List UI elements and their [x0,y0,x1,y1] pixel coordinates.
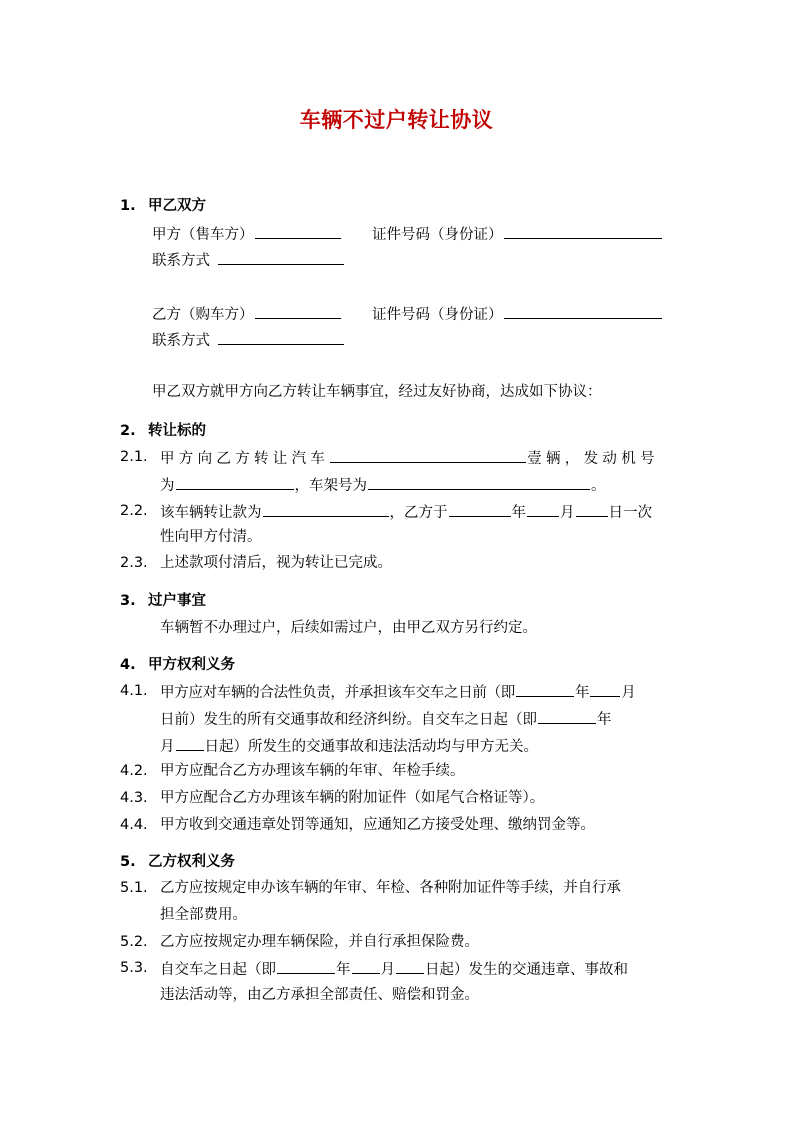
payment-day-blank[interactable] [576,501,608,517]
item-2-1-text-d: ，车架号为 [294,478,367,494]
party-b-contact-blank[interactable] [218,329,344,345]
item-4-4-text: 甲方收到交通违章处罚等通知，应通知乙方接受处理、缴纳罚金等。 [160,817,595,833]
item-5-3-line-2: 违法活动等，由乙方承担全部责任、赔偿和罚金。 [160,987,479,1003]
item-4-4-number: 4.4. [120,817,148,833]
document-title: 车辆不过户转让协议 [299,108,494,132]
item-4-1-text-f: 月 [160,739,175,755]
vin-blank[interactable] [368,474,590,490]
item-5-1-line-1: 乙方应按规定申办该车辆的年审、年检、各种附加证件等手续，并自行承 [160,880,621,896]
item-2-1-line-1 [160,447,659,469]
item-5-3-text-c: 月 [380,962,395,978]
section-4-number: 4. [120,657,136,673]
item-4-3-text: 甲方应配合乙方办理该车辆的附加证件（如尾气合格证等）。 [160,790,545,806]
item-5-1-number: 5.1. [120,880,148,896]
liability-day-blank[interactable] [396,958,424,974]
item-4-3-number: 4.3. [120,790,148,806]
payment-year-blank[interactable] [449,501,511,517]
party-b-contact-row [152,329,345,351]
party-a-contact-blank[interactable] [218,249,344,265]
item-2-1-line-2 [160,474,606,496]
item-5-3-text-a: 自交车之日起（即 [160,962,276,978]
party-a-blank[interactable] [255,223,341,239]
liability-year-blank[interactable] [277,958,335,974]
party-a-row [152,223,342,245]
item-5-1-line-2: 担全部费用。 [160,907,247,923]
party-a-contact-label: 联系方式 [152,253,210,269]
party-a-label: 甲方（售车方） [152,227,254,243]
item-4-1-text-b: 年 [575,685,590,701]
handover-month-blank-2[interactable] [176,735,204,751]
payment-month-blank[interactable] [527,501,559,517]
item-2-2-text-a: 该车辆转让款为 [160,505,262,521]
handover-year-blank-1[interactable] [516,681,574,697]
item-4-1-text-c: 月 [621,685,636,701]
section-3-number: 3. [120,593,136,609]
item-2-2-text-d: 月 [560,505,575,521]
agreement-intro: 甲乙双方就甲方向乙方转让车辆事宜，经过友好协商，达成如下协议： [152,384,602,400]
party-b-label: 乙方（购车方） [152,307,254,323]
party-b-row [152,303,342,325]
item-4-1-line-1 [160,681,635,703]
price-blank[interactable] [263,501,389,517]
section-1-number: 1. [120,198,136,214]
liability-month-blank[interactable] [352,958,380,974]
item-2-1-text-e: 。 [591,478,606,494]
item-2-2-text-c: 年 [511,505,526,521]
party-b-id-row [372,303,663,325]
section-4-heading: 甲方权利义务 [148,657,235,673]
item-5-2-text: 乙方应按规定办理车辆保险，并自行承担保险费。 [160,934,479,950]
item-4-1-text-d: 日前）发生的所有交通事故和经济纠纷。自交车之日起（即 [160,712,537,728]
section-1-heading: 甲乙双方 [148,198,206,214]
engine-number-blank[interactable] [176,474,294,490]
item-2-1-text-a: 甲方向乙方转让汽车 [160,451,330,467]
party-a-id-label: 证件号码（身份证） [372,227,503,243]
party-a-id-blank[interactable] [504,223,662,239]
item-4-2-number: 4.2. [120,763,148,779]
item-2-1-number: 2.1. [120,449,148,465]
section-5-number: 5. [120,854,136,870]
item-5-3-text-d: 日起）发生的交通违章、事故和 [425,962,628,978]
item-4-2-text: 甲方应配合乙方办理该车辆的年审、年检手续。 [160,763,465,779]
handover-year-blank-2[interactable] [538,708,596,724]
item-2-2-line-1 [160,501,652,523]
item-4-1-number: 4.1. [120,683,148,699]
item-2-3-number: 2.3. [120,555,148,571]
party-b-blank[interactable] [255,303,341,319]
item-2-1-text-b: 壹辆，发动机号 [527,451,659,467]
handover-month-blank-1[interactable] [590,681,620,697]
section-2-heading: 转让标的 [148,423,206,439]
item-2-2-text-e: 日一次 [608,505,652,521]
section-2-number: 2. [120,423,136,439]
party-b-contact-label: 联系方式 [152,333,210,349]
section-3-heading: 过户事宜 [148,593,206,609]
item-5-3-line-1 [160,958,628,980]
party-a-contact-row [152,249,345,271]
section-3-text: 车辆暂不办理过户，后续如需过户，由甲乙双方另行约定。 [160,620,537,636]
item-2-3-text: 上述款项付清后，视为转让已完成。 [160,555,392,571]
item-2-2-text-b: ，乙方于 [389,505,448,521]
item-4-1-text-e: 年 [597,712,612,728]
party-b-id-blank[interactable] [504,303,662,319]
section-5-heading: 乙方权利义务 [148,854,235,870]
item-5-2-number: 5.2. [120,934,148,950]
item-4-1-line-2 [160,708,612,730]
item-5-3-text-b: 年 [336,962,351,978]
item-5-3-number: 5.3. [120,960,148,976]
item-4-1-text-a: 甲方应对车辆的合法性负责，并承担该车交车之日前（即 [160,685,515,701]
item-4-1-line-3 [160,735,538,757]
party-a-id-row [372,223,663,245]
item-2-1-text-c: 为 [160,478,175,494]
item-4-1-text-g: 日起）所发生的交通事故和违法活动均与甲方无关。 [204,739,538,755]
party-b-id-label: 证件号码（身份证） [372,307,503,323]
item-2-2-number: 2.2. [120,503,148,519]
item-2-2-line-2: 性向甲方付清。 [160,529,262,545]
vehicle-model-blank[interactable] [330,447,526,463]
